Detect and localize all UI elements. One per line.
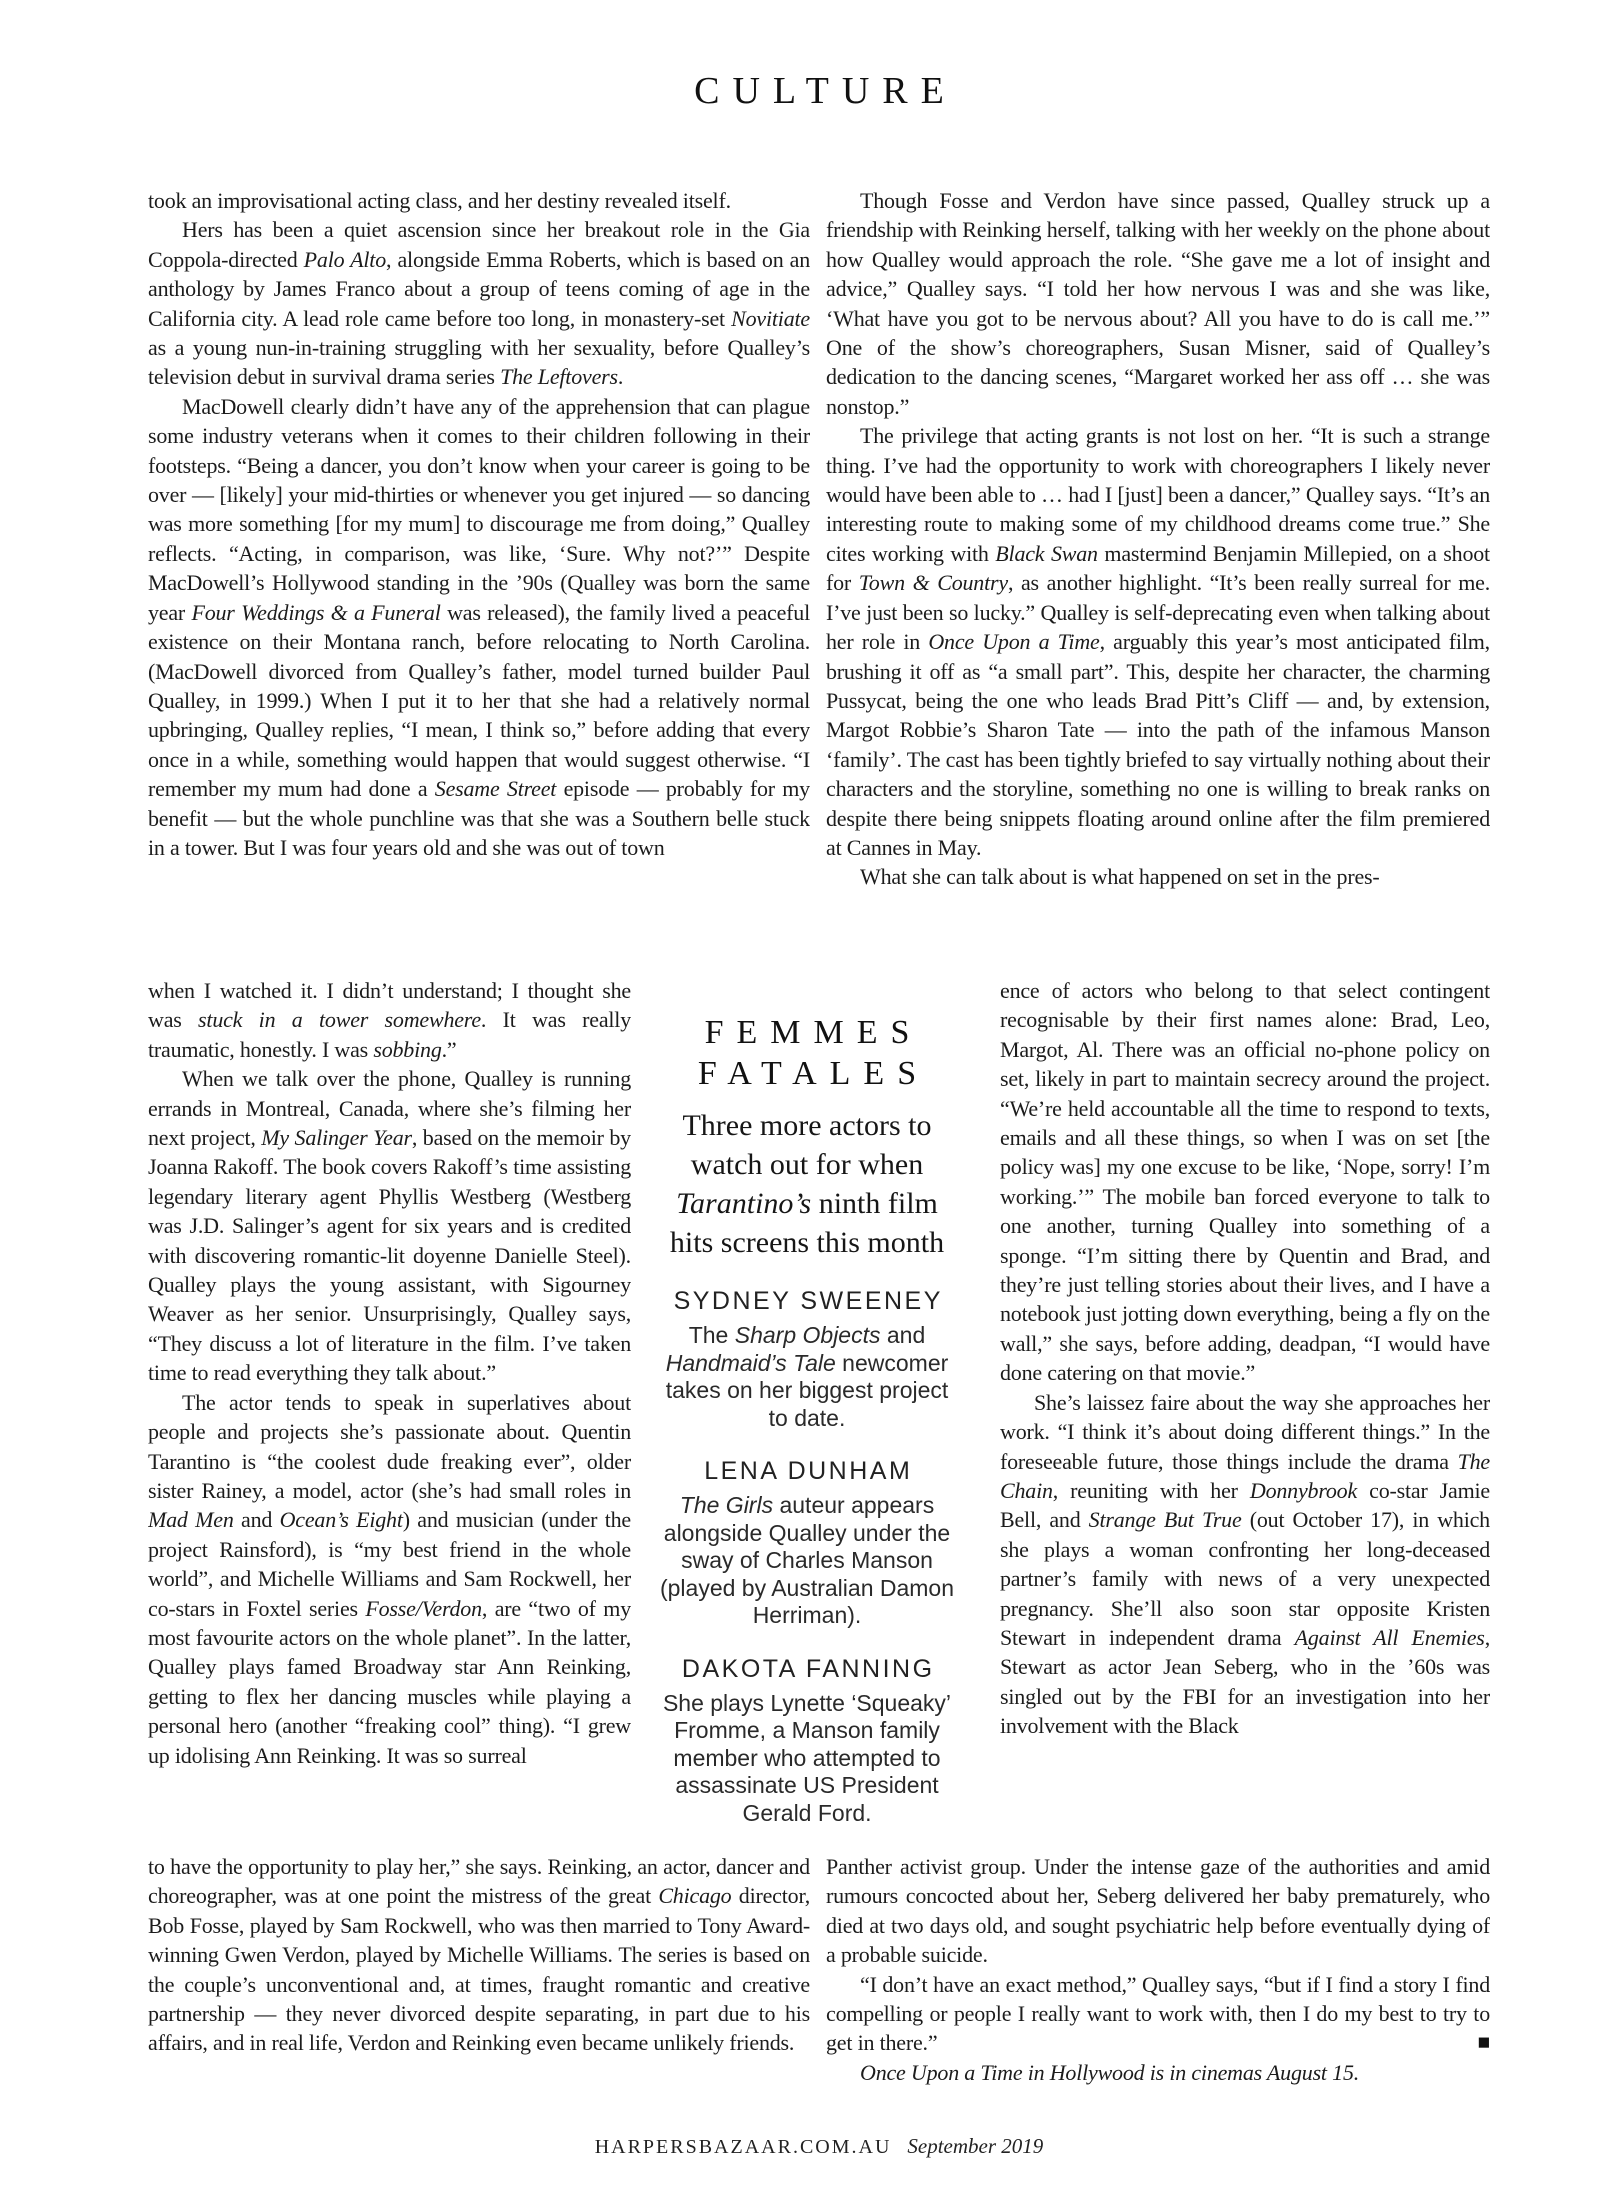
paragraph: The privilege that acting grants is not lost on her. “It is such a strange thing. I’ve had the opportunity to work with choreographers I likely never would have been able to … had I [just] been a dancer,” Qualley says. “It’s an interesting route to making some of my childhood dreams come true.” She cites working with Black Swan mastermind Benjamin Millepied, on a shoot for Town & Country, as another highlight. “It’s been really surreal for me. I’ve just been so lucky.” Qualley is self-deprecating even when talking about her role in Once Upon a Time, arguably this year’s most anticipated film, brushing it off as “a small part”. This, despite her character, the charming Pussycat, being the one who leads Brad Pitt’s Cliff — and, by extension, Margot Robbie’s Sharon Tate — into the path of the infamous Manson ‘family’. The cast has been tightly briefed to say virtually nothing about their characters and the storyline, something no one is willing to break ranks on despite there being snippets floating around online after the film premiered at Cannes in May. bbox=[826, 423, 1490, 860]
inset-intro: Three more actors to watch out for when Tarantino’s ninth film hits screens this month bbox=[669, 1109, 945, 1259]
inset-title-line2: FATALES bbox=[697, 1055, 930, 1092]
paragraph: She’s laissez faire about the way she approaches her work. “I think it’s about doing different things.” In the foreseeable future, those things include the drama The Chain, reuniting with her Donnybrook co-star Jamie Bell, and Strange But True (out October 17), in which she plays a woman confronting her long-deceased partner’s family with news of a very unexpected pregnancy. She’ll also soon star opposite Kristen Stewart in independent drama Against All Enemies, Stewart as actor Jean Seberg, who in the ’60s was singled out by the FBI for an investigation into her involvement with the Black bbox=[1000, 1389, 1490, 1739]
paragraph: when I watched it. I didn’t understand; I thought she was stuck in a tower somewhere. It was really traumatic, honestly. I was sobbing.” bbox=[148, 978, 631, 1062]
paragraph: The actor tends to speak in superlatives about people and projects she’s passionate about. Quentin Tarantino is “the coolest dude freaking ever”, older sister Rainey, a model, actor (she’s had small roles in Mad Men and Ocean’s Eight) and musician (under the project Rainsford), is “my best friend in the whole world”, and Michelle Williams and Sam Rockwell, her co-stars in Foxtel series Fosse/Verdon, are “two of my most favourite actors on the whole planet”. In the latter, Qualley plays famed Broadway star Ann Reinking, getting to flex her dancing muscles while playing a personal hero (another “freaking cool” thing). “I grew up idolising Ann Reinking. It was so surreal bbox=[148, 1389, 631, 1768]
inset-title-line1: FEMMES bbox=[704, 1014, 923, 1051]
left-column-bottom-segment bbox=[148, 1852, 810, 2092]
femmes-fatales-inset bbox=[658, 1012, 956, 1827]
inset-entry-description: The Sharp Objects and Handmaid’s Tale newcomer takes on her biggest project to date. bbox=[665, 1322, 949, 1431]
right-column-narrow-segment bbox=[1000, 976, 1490, 1852]
footer-site-url: HARPERSBAZAAR.COM.AU bbox=[594, 2136, 892, 2158]
inset-entry bbox=[658, 1457, 956, 1630]
left-column-top-segment bbox=[148, 186, 810, 976]
section-header bbox=[148, 70, 1490, 112]
paragraph: What she can talk about is what happened on set in the pres- bbox=[860, 864, 1380, 890]
paragraph: “I don’t have an exact method,” Qualley says, “but if I find a story I find compelling or people I really want to work with, then I do my best to try to get in there.” ■ bbox=[826, 1970, 1490, 2058]
footer-issue-date: September 2019 bbox=[907, 2134, 1044, 2158]
inset-entry-name: LENA DUNHAM bbox=[704, 1457, 913, 1485]
page-footer bbox=[148, 2134, 1490, 2159]
paragraph: took an improvisational acting class, and her destiny revealed itself. bbox=[148, 188, 731, 213]
section-label: CULTURE bbox=[694, 70, 957, 112]
paragraph: Panther activist group. Under the intense gaze of the authorities and amid rumours concocted about her, Seberg delivered her baby prematurely, who died at two days old, and sought psychiatric help before eventually dying of a probable suicide. bbox=[826, 1854, 1490, 1968]
inset-title bbox=[658, 1012, 956, 1094]
right-column-bottom-segment bbox=[826, 1852, 1490, 2092]
paragraph: Hers has been a quiet ascension since her breakout role in the Gia Coppola-directed Palo Alto, alongside Emma Roberts, which is based on an anthology by James Franco about a group of teens coming of age in the California city. A lead role came before too long, in monastery-set Novitiate as a young nun-in-training struggling with her sexuality, before Qualley’s television debut in survival drama series The Leftovers. bbox=[148, 217, 810, 390]
paragraph: ence of actors who belong to that select contingent recognisable by their first names alone: Brad, Leo, Margot, Al. There was an official no-phone policy on set, likely in part to maintain secrecy around the project. “We’re held accountable all the time to respond to texts, emails and all these things, so when I was on set [the policy was] my one excuse to be like, ‘Nope, sorry! I’m working.’” The mobile ban forced everyone to talk to one another, turning Qualley into something of a sponge. “I’m sitting there by Quentin and Brad, and they’re just telling stories about their lives, and I have a notebook just jotting down everything, being a fly on the wall,” she says, before adding, deadpan, “I would have done catering on that movie.” bbox=[1000, 978, 1490, 1386]
inset-entry bbox=[658, 1287, 956, 1432]
inset-entry-description: She plays Lynette ‘Squeaky’ Fromme, a Manson family member who attempted to assassinate US President Gerald Ford. bbox=[662, 1689, 952, 1826]
inset-entries bbox=[658, 1287, 956, 1827]
paragraph: to have the opportunity to play her,” she says. Reinking, an actor, dancer and choreographer, was at one point the mistress of the great Chicago director, Bob Fosse, played by Sam Rockwell, who was then married to Tony Award-winning Gwen Verdon, played by Michelle Williams. The series is based on the couple’s unconventional and, at times, fraught romantic and creative partnership — they never divorced despite separating, in part due to his affairs, and in real life, Verdon and Reinking even became unlikely friends. bbox=[148, 1854, 810, 2056]
article-end-mark: ■ bbox=[1477, 2030, 1490, 2055]
inset-entry-description: The Girls auteur appears alongside Qualley under the sway of Charles Manson (played by Australian Damon Herriman). bbox=[659, 1492, 955, 1628]
paragraph: When we talk over the phone, Qualley is running errands in Montreal, Canada, where she’s filming her next project, My Salinger Year, based on the memoir by Joanna Rakoff. The book covers Rakoff’s time assisting legendary literary agent Phyllis Westberg (Westberg was J.D. Salinger’s agent for six years and is credited with discovering romantic-lit doyenne Danielle Steel). Qualley plays the young assistant, with Sigourney Weaver as her senior. Unsurprisingly, Qualley says, “They discuss a lot of literature in the film. I’ve taken time to read everything they talk about.” bbox=[148, 1066, 631, 1386]
inset-entry-name: DAKOTA FANNING bbox=[681, 1654, 935, 1683]
paragraph: Once Upon a Time in Hollywood is in cinemas August 15. bbox=[860, 2059, 1360, 2085]
paragraph: MacDowell clearly didn’t have any of the apprehension that can plague some industry veterans when it comes to their children following in their footsteps. “Being a dancer, you don’t know when your career is going to be over — [likely] your mid-thirties or whenever you get injured — so dancing was more something [for my mum] to discourage me from doing,” Qualley reflects. “Acting, in comparison, was like, ‘Sure. Why not?’” Despite MacDowell’s Hollywood standing in the ’90s (Qualley was born the same year Four Weddings & a Funeral was released), the family lived a peaceful existence on their Montana ranch, before relocating to North Carolina. (MacDowell divorced from Qualley’s father, model turned builder Paul Qualley, in 1999.) When I put it to her that she had a relatively normal upbringing, Qualley replies, “I mean, I think so,” before adding that every once in a while, something would happen that would suggest otherwise. “I remember my mum had done a Sesame Street episode — probably for my benefit — but the whole punchline was that she was a Southern belle stuck in a tower. But I was four years old and she was out of town bbox=[148, 393, 810, 860]
left-column-narrow-segment bbox=[148, 976, 631, 1852]
inset-entry-name: SYDNEY SWEENEY bbox=[673, 1287, 943, 1315]
right-column-top-segment bbox=[826, 186, 1490, 976]
inset-entry bbox=[658, 1655, 956, 1828]
paragraph: Though Fosse and Verdon have since passed, Qualley struck up a friendship with Reinking herself, talking with her weekly on the phone about how Qualley would approach the role. “She gave me a lot of insight and advice,” Qualley says. “I told her how nervous I was and she was like, ‘What have you got to be nervous about? All you have to do is call me.’” One of the show’s choreographers, Susan Misner, said of Qualley’s dedication to the dancing scenes, “Margaret worked her ass off … she was nonstop.” bbox=[826, 188, 1490, 419]
